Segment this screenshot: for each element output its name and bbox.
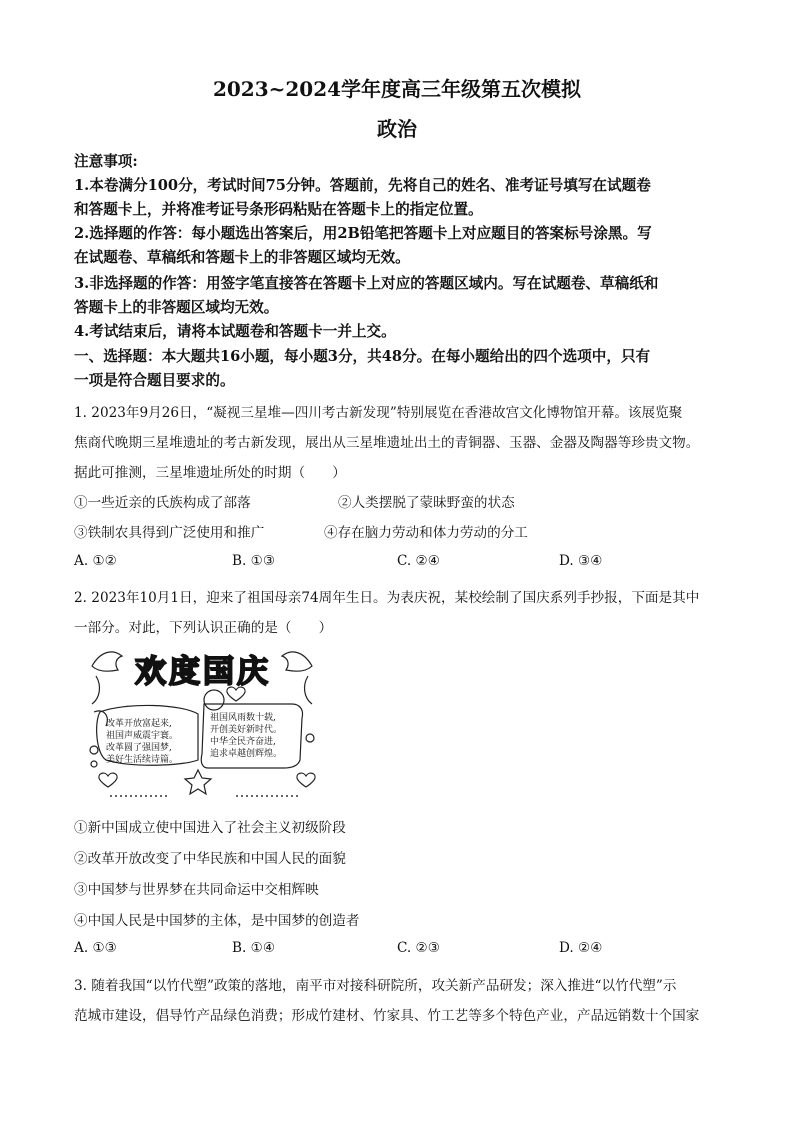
q2-statement: ②改革开放改变了中华民族和中国人民的面貌 — [74, 851, 346, 867]
q2-option-b[interactable]: B. ①④ — [232, 940, 276, 956]
q2-stem-line: 2. 2023年10月1日，迎来了祖国母亲74周年生日。为表庆祝，某校绘制了国庆系列手抄报，下面是其中 — [74, 590, 700, 606]
q1-statement: ②人类摆脱了蒙昧野蛮的状态 — [338, 495, 515, 511]
q1-statement: ③铁制农具得到广泛使用和推广 — [74, 525, 265, 541]
notice-line: 在试题卷、草稿纸和答题卡上的非答题区域均无效。 — [74, 249, 410, 266]
dove-icon — [282, 652, 312, 671]
notice-line: 4.考试结束后，请将本试题卷和答题卡一并上交。 — [74, 323, 396, 340]
balloon-icon — [204, 690, 224, 710]
q2-option-a[interactable]: A. ①③ — [74, 940, 117, 956]
q1-stem-line: 据此可推测，三星堆遗址所处的时期（ ） — [74, 465, 346, 481]
poster-left-verse: 改革开放富起来, 祖国声威震宇寰。 改革圆了强国梦, 美好生活续诗篇。 — [106, 719, 179, 765]
heart-icon — [99, 773, 117, 787]
poster-right-verse: 祖国风雨数十载, 开创美好新时代。 中华全民齐奋进, 追求卓越创辉煌。 — [210, 713, 283, 759]
q3-stem-line: 范城市建设，倡导竹产品绿色消费；形成竹建材、竹家具、竹工艺等多个特色产业，产品远销数十个国家 — [74, 1008, 700, 1024]
heart-icon — [297, 773, 315, 787]
q2-option-c[interactable]: C. ②③ — [397, 940, 440, 956]
q2-statement: ①新中国成立使中国进入了社会主义初级阶段 — [74, 820, 346, 836]
notice-line: 2.选择题的作答：每小题选出答案后，用2B铅笔把答题卡上对应题目的答案标号涂黑。写 — [74, 225, 652, 242]
q1-stem-line: 焦商代晚期三星堆遗址的考古新发现，展出从三星堆遗址出土的青铜器、玉器、金器及陶器等珍贵文物。 — [74, 435, 700, 451]
q1-option-d[interactable]: D. ③④ — [559, 553, 603, 569]
notice-line: 答题卡上的非答题区域均无效。 — [74, 299, 279, 316]
dove-icon — [92, 652, 122, 671]
section-heading: 一项是符合题目要求的。 — [74, 372, 235, 389]
poster-title: 欢度国庆 — [135, 654, 271, 690]
notice-heading: 注意事项: — [74, 153, 138, 170]
q1-option-b[interactable]: B. ①③ — [232, 553, 276, 569]
national-day-poster — [86, 642, 318, 802]
q1-stem-line: 1. 2023年9月26日，“凝视三星堆—四川考古新发现”特别展览在香港故宫文化博物馆开幕。该展览聚 — [74, 405, 683, 421]
notice-line: 和答题卡上，并将准考证号条形码粘贴在答题卡上的指定位置。 — [74, 201, 483, 218]
star-icon — [185, 770, 211, 794]
q1-statement: ④存在脑力劳动和体力劳动的分工 — [324, 525, 528, 541]
section-heading: 一、选择题：本大题共16小题，每小题3分，共48分。在每小题给出的四个选项中，只有 — [74, 348, 651, 365]
q1-statement: ①一些近亲的氏族构成了部落 — [74, 495, 251, 511]
q1-option-a[interactable]: A. ①② — [74, 553, 117, 569]
notice-line: 3.非选择题的作答：用签字笔直接答在答题卡上对应的答题区域内。写在试题卷、草稿纸和 — [74, 275, 659, 292]
exam-title: 2023~2024学年度高三年级第五次模拟 — [212, 77, 582, 101]
q2-stem-line: 一部分。对此，下列认识正确的是（ ） — [74, 620, 333, 636]
q1-option-c[interactable]: C. ②④ — [397, 553, 440, 569]
q2-option-d[interactable]: D. ②④ — [559, 940, 603, 956]
notice-line: 1.本卷满分100分，考试时间75分钟。答题前，先将自己的姓名、准考证号填写在试题卷 — [74, 177, 651, 194]
q2-statement: ④中国人民是中国梦的主体，是中国梦的创造者 — [74, 913, 360, 929]
q2-statement: ③中国梦与世界梦在共同命运中交相辉映 — [74, 882, 319, 898]
subject-title: 政治 — [377, 117, 417, 141]
q3-stem-line: 3. 随着我国“以竹代塑”政策的落地，南平市对接科研院所，攻关新产品研发；深入推进“以竹代塑”示 — [74, 978, 677, 994]
